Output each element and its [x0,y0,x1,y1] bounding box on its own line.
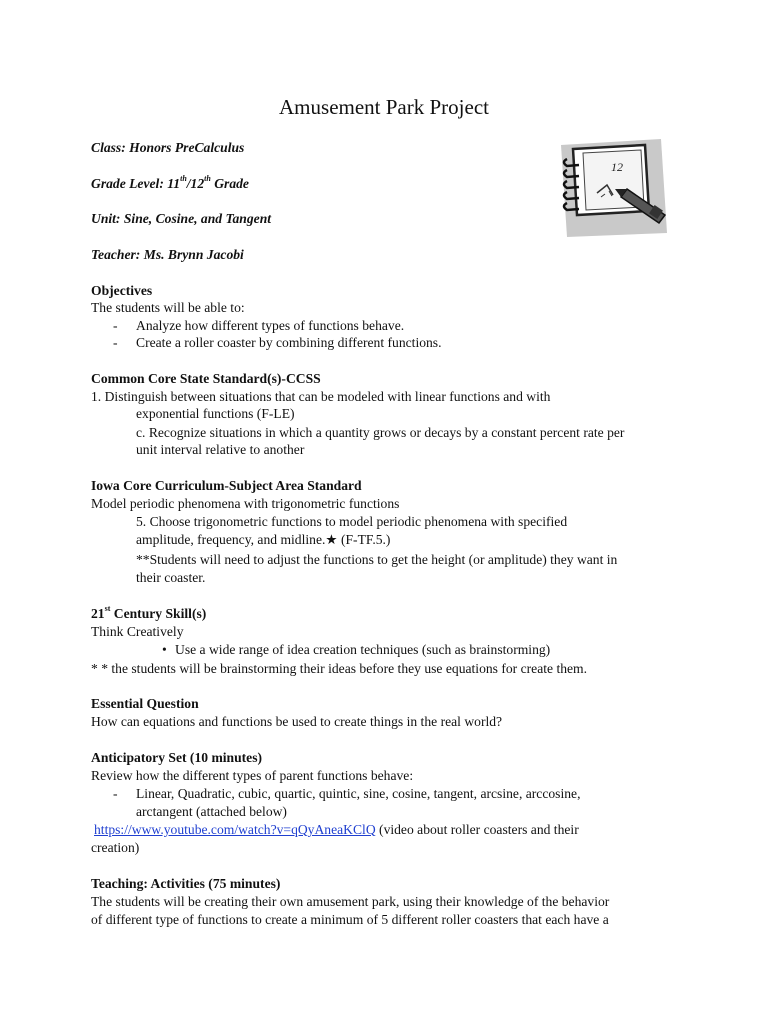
teacher-line: Teacher: Ms. Brynn Jacobi [91,247,244,262]
iowa-line: Model periodic phenomena with trigonometric functions [91,496,400,511]
skills-sub: Think Creatively [91,624,184,639]
iowa-line: amplitude, frequency, and midline.★ (F-TF.5.) [136,532,391,547]
grade-mid: /12 [186,176,205,191]
grade-prefix: Grade Level: 11 [91,176,181,191]
anticipatory-item: Linear, Quadratic, cubic, quartic, quintic, sine, cosine, tangent, arcsine, arccosine, [136,786,581,801]
iowa-line: **Students will need to adjust the functions to get the height (or amplitude) they want in [136,552,618,567]
page-title: Amusement Park Project [279,95,489,119]
video-line [94,821,579,838]
ccss-line: c. Recognize situations in which a quantity grows or decays by a constant percent rate per [136,425,625,440]
skills-bullet-item: Use a wide range of idea creation techniques (such as brainstorming) [175,642,551,657]
grade-level-line [91,175,249,192]
notebook-with-pen-icon [553,137,673,237]
grade-sup-2: th [204,174,211,183]
bullet-dot: • [162,642,167,657]
anticipatory-heading: Anticipatory Set (10 minutes) [91,750,263,765]
skills-heading-sup: st [104,604,111,613]
ccss-line: 1. Distinguish between situations that can be modeled with linear functions and with [91,389,551,404]
essential-heading: Essential Question [91,696,199,711]
svg-text:12: 12 [611,160,623,174]
dash-bullet: - [113,318,118,333]
skills-heading [91,605,206,622]
grade-suffix: Grade [210,176,249,191]
dash-bullet: - [113,335,118,350]
anticipatory-item-cont: arctangent (attached below) [136,804,287,819]
teaching-heading: Teaching: Activities (75 minutes) [91,876,281,891]
video-description-cont: creation) [91,840,140,855]
skills-note: * * the students will be brainstorming their ideas before they use equations for create them. [91,661,588,676]
objectives-heading: Objectives [91,283,153,298]
iowa-line: 5. Choose trigonometric functions to model periodic phenomena with specified [136,514,568,529]
unit-line: Unit: Sine, Cosine, and Tangent [91,211,272,226]
ccss-line: exponential functions (F-LE) [136,406,295,421]
skills-heading-num: 21 [91,606,105,621]
grade-sup-1: th [180,174,187,183]
class-line: Class: Honors PreCalculus [91,140,245,155]
ccss-line: unit interval relative to another [136,442,305,457]
iowa-line: their coaster. [136,570,206,585]
iowa-heading: Iowa Core Curriculum-Subject Area Standard [91,478,362,493]
essential-text: How can equations and functions be used to create things in the real world? [91,714,503,729]
objective-item: Create a roller coaster by combining different functions. [136,335,442,350]
anticipatory-intro: Review how the different types of parent functions behave: [91,768,414,783]
youtube-link[interactable]: https://www.youtube.com/watch?v=qQyAneaKClQ [94,822,376,837]
skills-heading-rest: Century Skill(s) [110,606,207,621]
video-description: (video about roller coasters and their [375,822,579,837]
teaching-line: of different type of functions to create a minimum of 5 different roller coasters that each have a [91,912,609,927]
teaching-line: The students will be creating their own amusement park, using their knowledge of the behavior [91,894,610,909]
objectives-intro: The students will be able to: [91,300,245,315]
ccss-heading: Common Core State Standard(s)-CCSS [91,371,321,386]
dash-bullet: - [113,786,118,801]
objective-item: Analyze how different types of functions behave. [136,318,405,333]
